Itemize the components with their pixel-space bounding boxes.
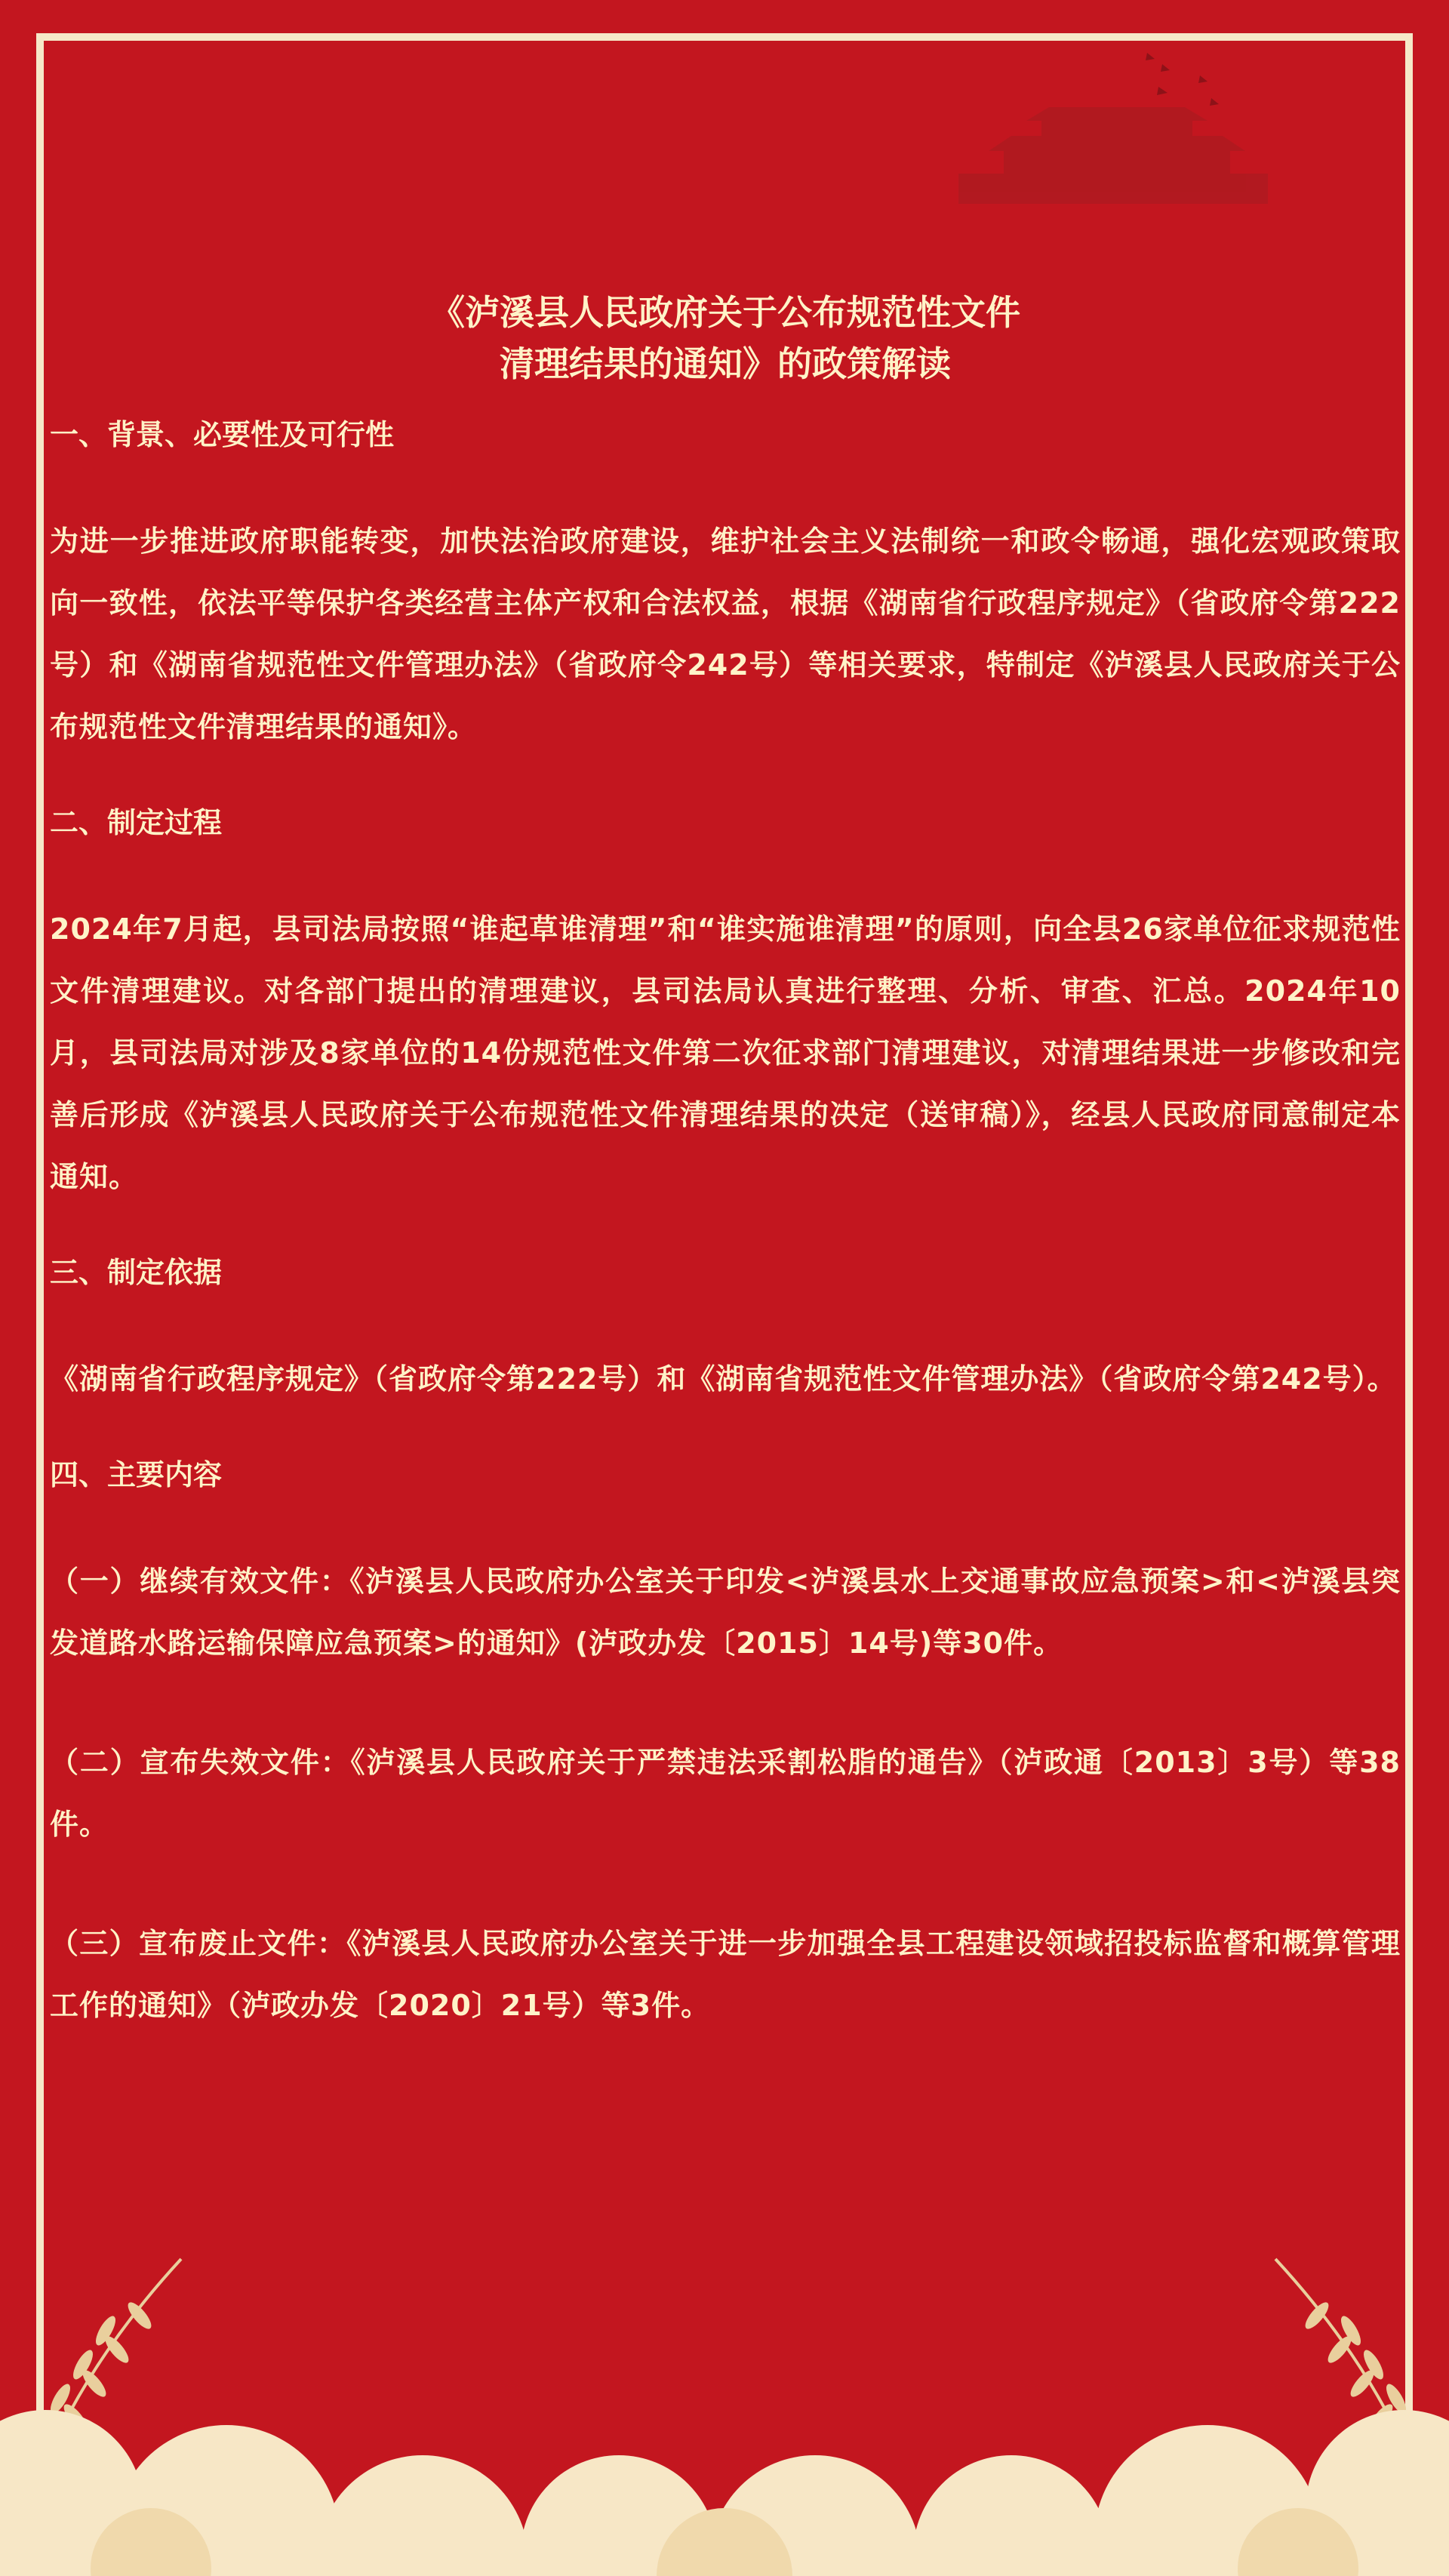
cloud-decoration	[0, 2334, 1449, 2576]
title-line-1: 《泸溪县人民政府关于公布规范性文件	[430, 292, 1020, 333]
tiananmen-decoration	[958, 45, 1275, 211]
section-paragraph: 为进一步推进政府职能转变，加快法治政府建设，维护社会主义法制统一和政令畅通，强化宏观政策取向一致性，依法平等保护各类经营主体产权和合法权益，根据《湖南省行政程序规定》（省政府令第222号）和《湖南省规范性文件管理办法》（省政府令242号）等相关要求，特制定《泸溪县人民政府关于公布规范性文件清理结果的通知》。	[50, 525, 1401, 743]
section-paragraph: 2024年7月起，县司法局按照“谁起草谁清理”和“谁实施谁清理”的原则，向全县26家单位征求规范性文件清理建议。对各部门提出的清理建议，县司法局认真进行整理、分析、审查、汇总。2024年10月，县司法局对涉及8家单位的14份规范性文件第二次征求部门清理建议，对清理结果进一步修改和完善后形成《泸溪县人民政府关于公布规范性文件清理结果的决定（送审稿）》，经县人民政府同意制定本通知。	[50, 913, 1401, 1193]
content-item: （二）宣布失效文件：《泸溪县人民政府关于严禁违法采割松脂的通告》（泸政通〔2013〕3号）等38件。	[50, 1746, 1401, 1841]
section-heading: 四、主要内容	[50, 1458, 223, 1491]
document-title	[50, 287, 1401, 389]
content-item: （三）宣布废止文件：《泸溪县人民政府办公室关于进一步加强全县工程建设领域招投标监督和概算管理工作的通知》（泸政办发〔2020〕21号）等3件。	[50, 1927, 1401, 2022]
section-heading: 一、背景、必要性及可行性	[50, 418, 395, 451]
section-paragraph: 《湖南省行政程序规定》（省政府令第222号）和《湖南省规范性文件管理办法》（省政府令第242号）。	[50, 1362, 1397, 1396]
section-heading: 三、制定依据	[50, 1256, 223, 1289]
content-item: （一）继续有效文件：《泸溪县人民政府办公室关于印发<泸溪县水上交通事故应急预案>和<泸溪县突发道路水路运输保障应急预案>的通知》(泸政办发〔2015〕14号)等30件。	[50, 1565, 1401, 1660]
policy-document	[50, 287, 1401, 2094]
section-heading: 二、制定过程	[50, 806, 223, 839]
title-line-2: 清理结果的通知》的政策解读	[500, 343, 951, 384]
